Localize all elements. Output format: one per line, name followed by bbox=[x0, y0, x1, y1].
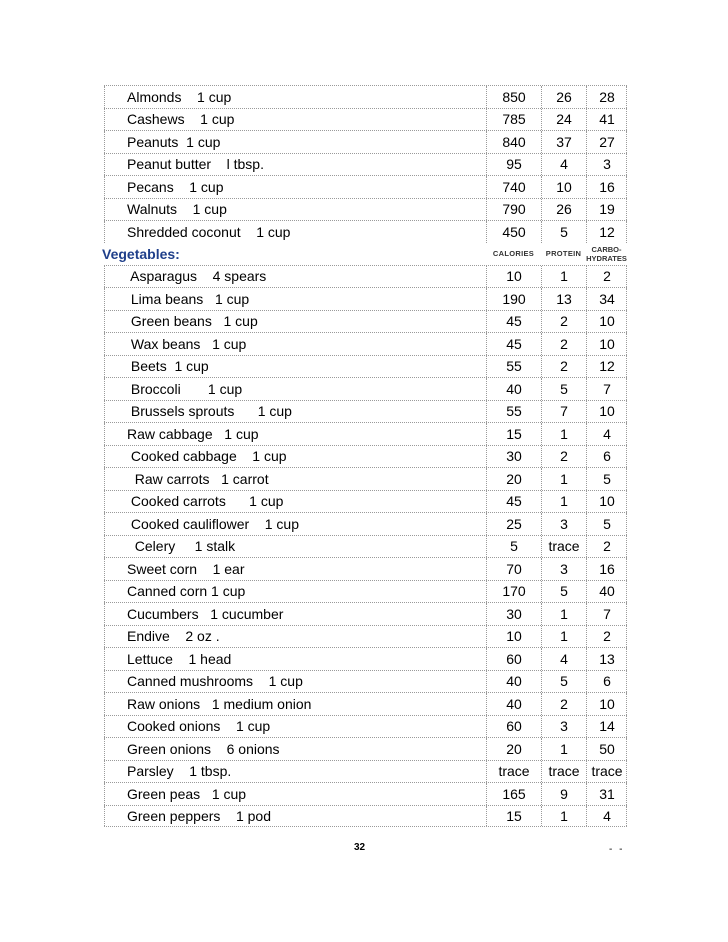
food-row bbox=[104, 670, 627, 693]
food-name-cell: Green beans 1 cup bbox=[127, 313, 258, 330]
protein-cell: 5 bbox=[541, 581, 586, 603]
carbohydrates-cell: 16 bbox=[586, 558, 627, 580]
calories-cell: 15 bbox=[486, 423, 541, 445]
food-name-cell: Shredded coconut 1 cup bbox=[127, 223, 291, 240]
food-name-cell: Beets 1 cup bbox=[127, 358, 209, 375]
food-name-cell: Raw cabbage 1 cup bbox=[127, 425, 259, 442]
food-name-cell: Canned corn 1 cup bbox=[127, 583, 246, 600]
carbohydrates-cell: 7 bbox=[586, 378, 627, 400]
calories-cell: 30 bbox=[486, 446, 541, 468]
protein-cell: 7 bbox=[541, 401, 586, 423]
carbohydrates-cell: 10 bbox=[586, 311, 627, 333]
carbohydrates-cell: 4 bbox=[586, 423, 627, 445]
food-row bbox=[104, 175, 627, 198]
carbohydrates-cell: trace bbox=[586, 761, 627, 783]
food-name-cell: Cooked cabbage 1 cup bbox=[127, 448, 287, 465]
carbohydrates-cell: 6 bbox=[586, 671, 627, 693]
section-header-row bbox=[104, 243, 627, 265]
food-name-cell: Green peas 1 cup bbox=[127, 785, 247, 802]
calories-cell: 25 bbox=[486, 513, 541, 535]
protein-cell: trace bbox=[541, 536, 586, 558]
carbohydrates-cell: 4 bbox=[586, 806, 627, 827]
food-name-cell: Peanut butter l tbsp. bbox=[127, 156, 264, 173]
calories-cell: 740 bbox=[486, 176, 541, 198]
protein-cell: 10 bbox=[541, 176, 586, 198]
carbohydrates-cell: 12 bbox=[586, 356, 627, 378]
food-row bbox=[104, 490, 627, 513]
carbohydrates-cell: 7 bbox=[586, 603, 627, 625]
carbohydrates-cell: 3 bbox=[586, 154, 627, 176]
protein-cell: 5 bbox=[541, 671, 586, 693]
protein-cell: 1 bbox=[541, 603, 586, 625]
calories-cell: 45 bbox=[486, 491, 541, 513]
food-row bbox=[104, 287, 627, 310]
food-row bbox=[104, 153, 627, 176]
protein-cell: 24 bbox=[541, 109, 586, 131]
protein-cell: 5 bbox=[541, 221, 586, 243]
carbohydrates-cell: 10 bbox=[586, 693, 627, 715]
food-name-cell: Lima beans 1 cup bbox=[127, 290, 250, 307]
footer-mark: - - bbox=[609, 844, 625, 855]
food-name-cell: Cucumbers 1 cucumber bbox=[127, 605, 284, 622]
calories-cell: 20 bbox=[486, 738, 541, 760]
food-name-cell: Walnuts 1 cup bbox=[127, 201, 227, 218]
food-name-cell: Wax beans 1 cup bbox=[127, 335, 247, 352]
carbohydrates-cell: 34 bbox=[586, 288, 627, 310]
protein-cell: 3 bbox=[541, 558, 586, 580]
food-name-cell: Pecans 1 cup bbox=[127, 178, 224, 195]
calories-cell: 20 bbox=[486, 468, 541, 490]
food-row bbox=[104, 467, 627, 490]
carbohydrates-cell: 41 bbox=[586, 109, 627, 131]
calories-cell: 10 bbox=[486, 626, 541, 648]
protein-cell: 3 bbox=[541, 716, 586, 738]
nutrition-table bbox=[104, 85, 627, 827]
carbohydrates-cell: 12 bbox=[586, 221, 627, 243]
food-row bbox=[104, 85, 627, 108]
protein-cell: 1 bbox=[541, 423, 586, 445]
carbohydrates-cell: 13 bbox=[586, 648, 627, 670]
food-name-cell: Peanuts 1 cup bbox=[127, 133, 221, 150]
carbohydrates-cell: 31 bbox=[586, 783, 627, 805]
food-row bbox=[104, 220, 627, 243]
food-row bbox=[104, 625, 627, 648]
food-row bbox=[104, 535, 627, 558]
protein-cell: 4 bbox=[541, 154, 586, 176]
protein-cell: 3 bbox=[541, 513, 586, 535]
carbohydrates-cell: 40 bbox=[586, 581, 627, 603]
calories-cell: 95 bbox=[486, 154, 541, 176]
carbohydrates-header-line2: HYDRATES bbox=[586, 253, 627, 263]
food-row bbox=[104, 760, 627, 783]
protein-cell: 2 bbox=[541, 311, 586, 333]
calories-cell: 55 bbox=[486, 356, 541, 378]
food-row bbox=[104, 355, 627, 378]
calories-cell: 45 bbox=[486, 311, 541, 333]
protein-cell: 1 bbox=[541, 738, 586, 760]
calories-cell: 170 bbox=[486, 581, 541, 603]
carbohydrates-cell: 5 bbox=[586, 513, 627, 535]
food-row bbox=[104, 422, 627, 445]
food-row bbox=[104, 692, 627, 715]
calories-cell: 40 bbox=[486, 671, 541, 693]
food-row bbox=[104, 715, 627, 738]
carbohydrates-cell: 27 bbox=[586, 131, 627, 153]
protein-cell: trace bbox=[541, 761, 586, 783]
protein-cell: 1 bbox=[541, 491, 586, 513]
protein-cell: 2 bbox=[541, 693, 586, 715]
carbohydrates-cell: 50 bbox=[586, 738, 627, 760]
protein-cell: 2 bbox=[541, 356, 586, 378]
carbohydrates-cell: 16 bbox=[586, 176, 627, 198]
calories-cell: 785 bbox=[486, 109, 541, 131]
food-row bbox=[104, 580, 627, 603]
carbohydrates-cell: 2 bbox=[586, 536, 627, 558]
food-row bbox=[104, 265, 627, 288]
food-row bbox=[104, 400, 627, 423]
calories-cell: 60 bbox=[486, 648, 541, 670]
protein-cell: 1 bbox=[541, 626, 586, 648]
calories-cell: 60 bbox=[486, 716, 541, 738]
food-row bbox=[104, 377, 627, 400]
carbohydrates-header bbox=[586, 243, 627, 265]
food-row bbox=[104, 647, 627, 670]
carbohydrates-cell: 10 bbox=[586, 333, 627, 355]
food-row bbox=[104, 737, 627, 760]
food-row bbox=[104, 108, 627, 131]
food-name-cell: Raw onions 1 medium onion bbox=[127, 695, 312, 712]
carbohydrates-cell: 2 bbox=[586, 626, 627, 648]
protein-cell: 26 bbox=[541, 86, 586, 108]
calories-cell: 40 bbox=[486, 378, 541, 400]
carbohydrates-cell: 2 bbox=[586, 266, 627, 288]
food-name-cell: Sweet corn 1 ear bbox=[127, 560, 245, 577]
food-name-cell: Asparagus 4 spears bbox=[127, 268, 267, 285]
calories-cell: 30 bbox=[486, 603, 541, 625]
calories-cell: 190 bbox=[486, 288, 541, 310]
food-name-cell: Brussels sprouts 1 cup bbox=[127, 403, 292, 420]
protein-cell: 2 bbox=[541, 333, 586, 355]
food-name-cell: Cooked cauliflower 1 cup bbox=[127, 515, 299, 532]
protein-header: PROTEIN bbox=[545, 249, 582, 258]
food-name-cell: Green peppers 1 pod bbox=[127, 807, 271, 824]
calories-cell: 850 bbox=[486, 86, 541, 108]
food-row bbox=[104, 602, 627, 625]
protein-cell: 37 bbox=[541, 131, 586, 153]
food-name-cell: Almonds 1 cup bbox=[127, 88, 232, 105]
carbohydrates-cell: 10 bbox=[586, 401, 627, 423]
carbohydrates-header-line1: CARBO- bbox=[591, 244, 622, 254]
food-row bbox=[104, 805, 627, 828]
food-name-cell: Parsley 1 tbsp. bbox=[127, 763, 232, 780]
carbohydrates-cell: 10 bbox=[586, 491, 627, 513]
protein-cell: 1 bbox=[541, 806, 586, 827]
calories-cell: trace bbox=[486, 761, 541, 783]
food-name-cell: Cashews 1 cup bbox=[127, 111, 235, 128]
food-name-cell: Raw carrots 1 carrot bbox=[127, 470, 269, 487]
food-row bbox=[104, 445, 627, 468]
calories-cell: 15 bbox=[486, 806, 541, 827]
food-row bbox=[104, 557, 627, 580]
food-name-cell: Broccoli 1 cup bbox=[127, 380, 243, 397]
calories-cell: 45 bbox=[486, 333, 541, 355]
food-name-cell: Cooked onions 1 cup bbox=[127, 718, 271, 735]
calories-header: CALORIES bbox=[492, 249, 535, 258]
food-name-cell: Cooked carrots 1 cup bbox=[127, 493, 284, 510]
food-name-cell: Canned mushrooms 1 cup bbox=[127, 673, 303, 690]
food-row bbox=[104, 782, 627, 805]
food-name-cell: Endive 2 oz . bbox=[127, 628, 220, 645]
carbohydrates-cell: 5 bbox=[586, 468, 627, 490]
calories-cell: 40 bbox=[486, 693, 541, 715]
carbohydrates-cell: 28 bbox=[586, 86, 627, 108]
food-name-cell: Celery 1 stalk bbox=[127, 538, 236, 555]
protein-cell: 4 bbox=[541, 648, 586, 670]
food-row bbox=[104, 198, 627, 221]
food-row bbox=[104, 130, 627, 153]
protein-cell: 1 bbox=[541, 266, 586, 288]
protein-cell: 1 bbox=[541, 468, 586, 490]
calories-cell: 70 bbox=[486, 558, 541, 580]
carbohydrates-cell: 6 bbox=[586, 446, 627, 468]
food-row bbox=[104, 512, 627, 535]
food-row bbox=[104, 310, 627, 333]
calories-cell: 840 bbox=[486, 131, 541, 153]
protein-cell: 2 bbox=[541, 446, 586, 468]
calories-cell: 10 bbox=[486, 266, 541, 288]
calories-cell: 5 bbox=[486, 536, 541, 558]
calories-cell: 55 bbox=[486, 401, 541, 423]
section-title: Vegetables: bbox=[102, 245, 180, 262]
food-row bbox=[104, 332, 627, 355]
calories-cell: 165 bbox=[486, 783, 541, 805]
protein-cell: 26 bbox=[541, 199, 586, 221]
page-number: 32 bbox=[354, 842, 366, 853]
carbohydrates-cell: 14 bbox=[586, 716, 627, 738]
protein-cell: 5 bbox=[541, 378, 586, 400]
carbohydrates-cell: 19 bbox=[586, 199, 627, 221]
protein-cell: 9 bbox=[541, 783, 586, 805]
protein-cell: 13 bbox=[541, 288, 586, 310]
calories-cell: 450 bbox=[486, 221, 541, 243]
calories-cell: 790 bbox=[486, 199, 541, 221]
food-name-cell: Lettuce 1 head bbox=[127, 650, 232, 667]
food-name-cell: Green onions 6 onions bbox=[127, 740, 280, 757]
